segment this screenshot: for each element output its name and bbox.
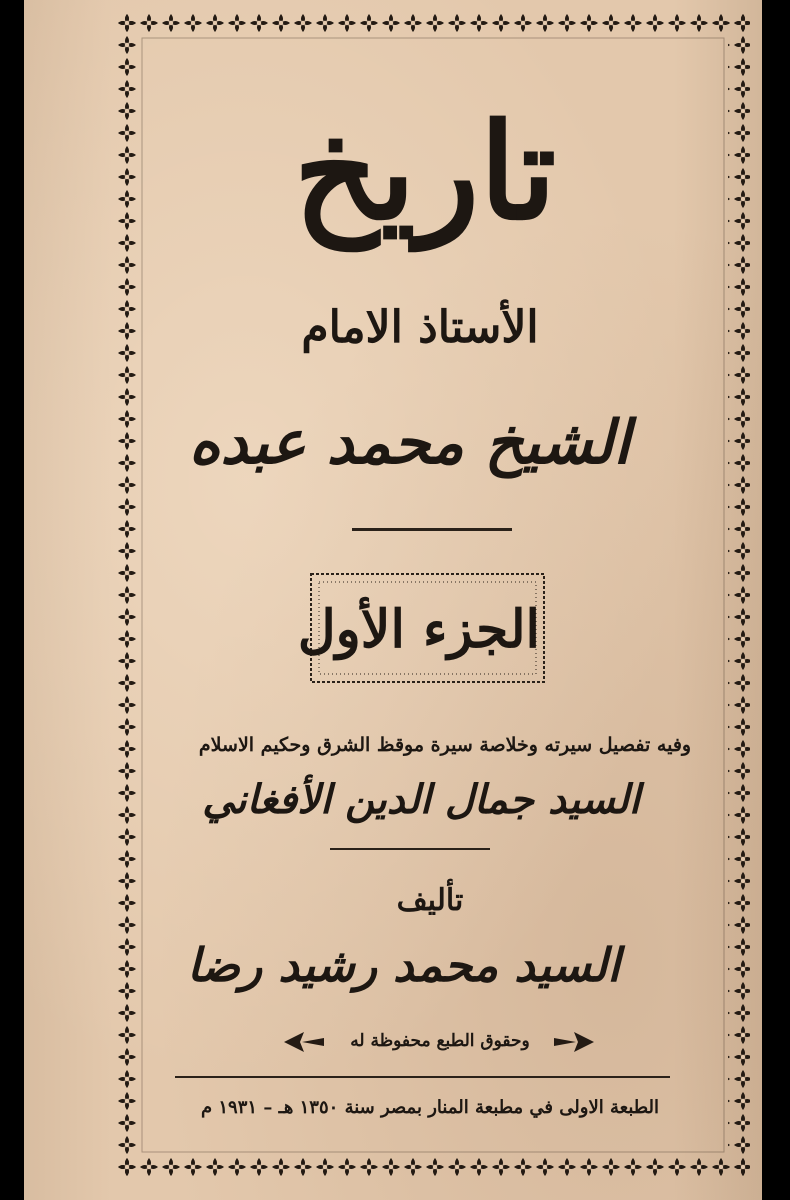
subtitle: الأستاذ الامام bbox=[301, 302, 539, 353]
book-title: تاريخ bbox=[293, 95, 557, 250]
divider bbox=[175, 1076, 670, 1078]
author-label: تأليف bbox=[396, 883, 464, 918]
volume-label: الجزء الأول bbox=[297, 599, 540, 660]
description-name: السيد جمال الدين الأفغاني bbox=[202, 776, 640, 823]
copyright-notice: وحقوق الطبع محفوظة له bbox=[350, 1031, 530, 1051]
subject-name: الشيخ محمد عبده bbox=[189, 408, 630, 478]
arrow-ornament-icon bbox=[552, 1029, 596, 1055]
divider bbox=[330, 848, 490, 850]
description: وفيه تفصيل سيرته وخلاصة سيرة موقظ الشرق وحكيم الاسلام bbox=[198, 734, 692, 756]
imprint-line: الطبعة الاولى في مطبعة المنار بمصر سنة ١٣٥٠ هـ – ١٩٣١ م bbox=[200, 1097, 660, 1118]
divider bbox=[352, 528, 512, 531]
author-name: السيد محمد رشيد رضا bbox=[186, 938, 620, 992]
